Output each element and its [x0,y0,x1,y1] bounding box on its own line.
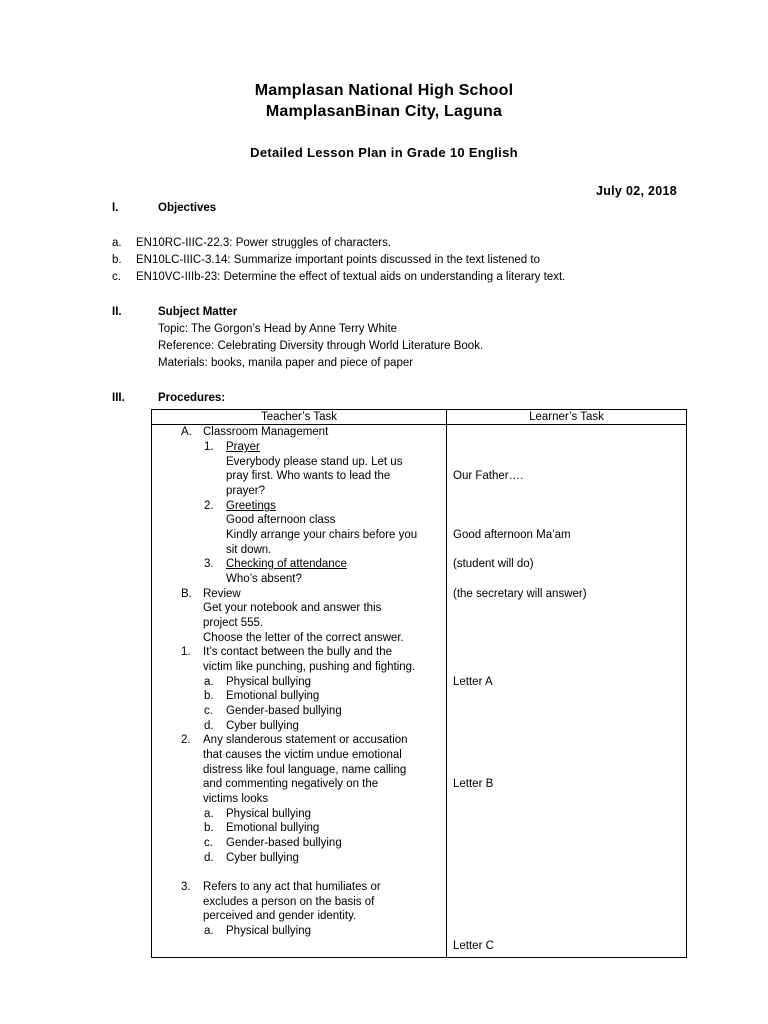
learner-response: (the secretary will answer) [453,588,587,600]
task-line: Who’s absent? [226,573,302,585]
question-line: and commenting negatively on the [203,778,379,790]
table-header-row [152,410,687,425]
procedures-table [151,409,687,958]
option-text: Emotional bullying [226,690,320,702]
option-letter: a. [204,808,214,820]
section-letter: B. [181,588,192,600]
question-number: 3. [181,881,191,893]
task-line: Get your notebook and answer this [203,602,382,614]
objective-letter: a. [112,237,122,249]
question-number: 1. [181,646,191,658]
task-line: project 555. [203,617,264,629]
question-number: 2. [181,734,191,746]
task-line: Good afternoon class [226,514,336,526]
attendance-title: Checking of attendance [226,558,347,570]
classroom-management-title: Classroom Management [203,426,329,438]
item-number: 3. [204,558,214,570]
objective-letter: c. [112,271,121,283]
question-line: victims looks [203,793,269,805]
question-line: that causes the victim undue emotional [203,749,402,761]
option-letter: d. [204,852,214,864]
teacher-task-cell [152,425,447,958]
option-text: Physical bullying [226,925,312,937]
table-row [152,425,687,958]
task-line: Kindly arrange your chairs before you [226,529,418,541]
task-line: sit down. [226,544,272,556]
subject-matter-number: II. [112,306,122,318]
option-letter: c. [204,837,213,849]
subject-materials: Materials: books, manila paper and piece of paper [158,357,414,369]
teacher-task-header: Teacher’s Task [152,410,447,425]
learner-response: Letter B [453,778,494,790]
question-line: perceived and gender identity. [203,910,357,922]
option-text: Cyber bullying [226,720,299,732]
option-letter: b. [204,822,214,834]
subject-reference: Reference: Celebrating Diversity through World Literature Book. [158,340,484,352]
option-letter: a. [204,676,214,688]
learner-response: Letter C [453,940,494,952]
question-line: excludes a person on the basis of [203,896,375,908]
question-line: victim like punching, pushing and fighting. [203,661,416,673]
option-letter: c. [204,705,213,717]
learner-task-header: Learner’s Task [447,410,687,425]
procedures-title: Procedures: [158,392,226,404]
question-line: distress like foul language, name calling [203,764,407,776]
objectives-number: I. [112,202,119,214]
option-letter: d. [204,720,214,732]
review-title: Review [203,588,241,600]
lesson-plan-title: Detailed Lesson Plan in Grade 10 English [250,145,518,160]
school-location: MamplasanBinan City, Laguna [265,103,503,120]
school-name: Mamplasan National High School [254,82,514,99]
task-line: prayer? [226,485,265,497]
question-line: It’s contact between the bully and the [203,646,393,658]
section-letter: A. [181,426,192,438]
learner-response: Letter A [453,676,493,688]
option-text: Physical bullying [226,808,312,820]
objective-text: EN10LC-IIIC-3.14: Summarize important points discussed in the text listened to [136,254,540,266]
objective-letter: b. [112,254,122,266]
item-number: 1. [204,441,214,453]
task-line: pray first. Who wants to lead the [226,470,391,482]
lesson-date: July 02, 2018 [595,184,677,198]
prayer-title: Prayer [226,441,260,453]
subject-matter-title: Subject Matter [158,306,238,318]
learner-response: (student will do) [453,558,534,570]
option-text: Cyber bullying [226,852,299,864]
question-line: Refers to any act that humiliates or [203,881,381,893]
objective-text: EN10RC-IIIC-22.3: Power struggles of characters. [136,237,392,249]
option-letter: a. [204,925,214,937]
learner-response: Good afternoon Ma’am [453,529,571,541]
learner-task-cell [447,425,687,958]
item-number: 2. [204,500,214,512]
subject-topic: Topic: The Gorgon’s Head by Anne Terry White [158,323,398,335]
task-line: Choose the letter of the correct answer. [203,632,404,644]
task-line: Everybody please stand up. Let us [226,456,403,468]
objectives-title: Objectives [158,202,217,214]
learner-response: Our Father…. [453,470,524,482]
greetings-title: Greetings [226,500,276,512]
procedures-number: III. [112,392,125,404]
option-text: Physical bullying [226,676,312,688]
option-text: Emotional bullying [226,822,320,834]
option-text: Gender-based bullying [226,837,342,849]
option-letter: b. [204,690,214,702]
option-text: Gender-based bullying [226,705,342,717]
question-line: Any slanderous statement or accusation [203,734,408,746]
objective-text: EN10VC-IIIb-23: Determine the effect of textual aids on understanding a literary text. [136,271,566,283]
